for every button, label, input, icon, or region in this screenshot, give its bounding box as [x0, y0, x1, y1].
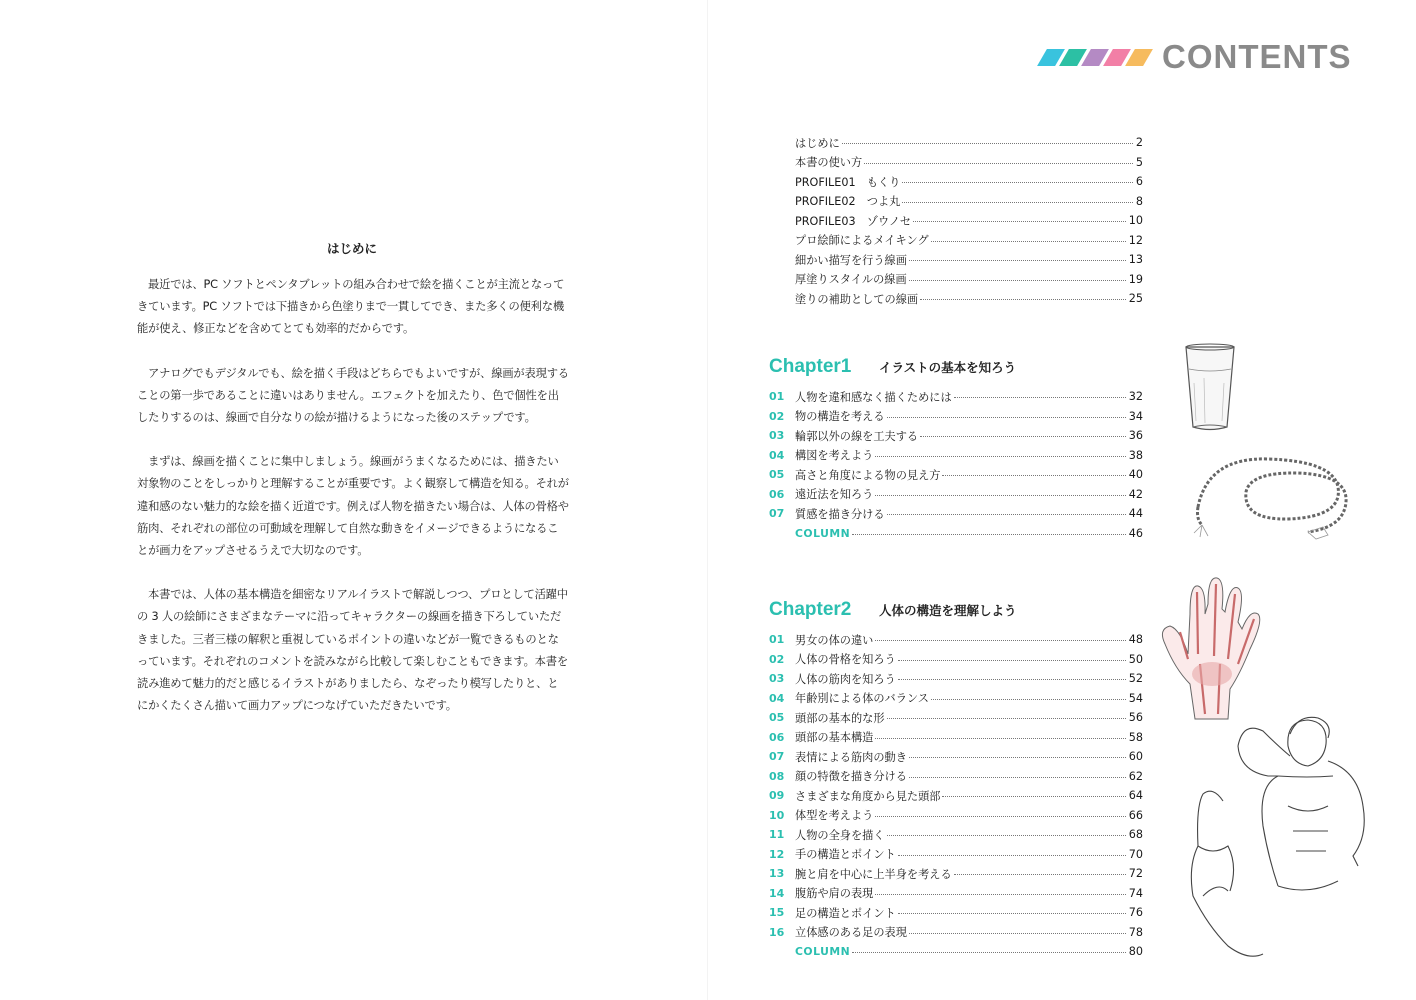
- dot-leader: [875, 456, 1125, 457]
- chapter-title: 人体の構造を理解しよう: [879, 603, 1017, 618]
- dot-leader: [942, 796, 1125, 797]
- toc-entry-number: 05: [769, 468, 785, 482]
- toc-entry: [769, 884, 1143, 904]
- toc-entry: [769, 747, 1143, 767]
- toc-entry-page: 66: [1128, 808, 1143, 822]
- toc-entry-number: 15: [769, 906, 785, 920]
- dot-leader: [909, 933, 1126, 934]
- toc-entry-page: 38: [1128, 448, 1143, 462]
- chapter-heading: [769, 599, 1017, 621]
- rope-illustration: [1188, 447, 1358, 542]
- dot-leader: [920, 299, 1126, 300]
- dot-leader: [920, 436, 1126, 437]
- dot-leader: [913, 221, 1126, 222]
- toc-entry-page: 52: [1128, 672, 1143, 686]
- toc-entry-page: 50: [1128, 652, 1143, 666]
- toc-entry: [769, 806, 1143, 826]
- toc-entry: [769, 903, 1143, 923]
- toc-entry-label: プロ絵師によるメイキング: [795, 234, 929, 248]
- toc-entry-label: 顔の特徴を描き分ける: [795, 770, 907, 784]
- toc-entry-page: 80: [1128, 945, 1143, 959]
- toc-entry: [769, 689, 1143, 709]
- toc-entry-page: 74: [1128, 886, 1143, 900]
- toc-entry-page: 76: [1128, 906, 1143, 920]
- dot-leader: [909, 777, 1126, 778]
- toc-entry-label: 本書の使い方: [795, 156, 863, 170]
- toc-entry: [769, 669, 1143, 689]
- toc-entry: [795, 270, 1143, 290]
- intro-paragraph: 最近では、PC ソフトとペンタブレットの組み合わせで絵を描くことが主流となってきています。PC ソフトでは下描きから色塗りまで一貫してでき、また多くの便利な機能が使え、修正などを含めてとても効率的だからです。: [137, 278, 565, 336]
- toc-entry: [769, 923, 1143, 943]
- toc-entry-page: 32: [1128, 390, 1143, 404]
- toc-entry-number: 02: [769, 652, 785, 666]
- toc-entry-number: 03: [769, 672, 785, 686]
- dot-leader: [898, 679, 1126, 680]
- color-stripes: [1042, 49, 1152, 66]
- toc-entry-number: 01: [769, 633, 785, 647]
- toc-entry-page: 25: [1128, 292, 1143, 306]
- toc-entry-page: 44: [1128, 507, 1143, 521]
- toc-entry-number: 12: [769, 847, 785, 861]
- toc-entry-page: 48: [1128, 633, 1143, 647]
- toc-entry-page: 42: [1128, 487, 1143, 501]
- toc-entry-page: 13: [1128, 253, 1143, 267]
- dot-leader: [909, 280, 1126, 281]
- toc-entry: [769, 767, 1143, 787]
- toc-entry-label: 立体感のある足の表現: [795, 926, 907, 940]
- toc-entry-number: 01: [769, 390, 785, 404]
- intro-paragraph: アナログでもデジタルでも、絵を描く手段はどちらでもよいですが、線画が表現することの第一歩であることに違いはありません。エフェクトを加えたり、色で個性を出したりするのは、線画で自分なりの絵が描けるようになった後のステップです。: [137, 366, 569, 425]
- dot-leader: [875, 816, 1125, 817]
- toc-entry-number: 02: [769, 409, 785, 423]
- toc-entry-number: 03: [769, 429, 785, 443]
- dot-leader: [875, 495, 1125, 496]
- toc-entry-label: PROFILE01 もくり: [795, 175, 901, 189]
- dot-leader: [852, 534, 1126, 535]
- toc-entry-label: COLUMN: [795, 526, 851, 540]
- toc-entry-label: 体型を考えよう: [795, 809, 874, 823]
- dot-leader: [898, 660, 1126, 661]
- toc-entry-page: 12: [1128, 233, 1143, 247]
- toc-entry-label: 塗りの補助としての線画: [795, 292, 919, 306]
- toc-entry-label: 質感を描き分ける: [795, 507, 885, 521]
- toc-entry: [769, 504, 1143, 524]
- toc-entry-label: さまざまな角度から見た頭部: [795, 789, 941, 803]
- dot-leader: [898, 913, 1126, 914]
- toc-entry: [795, 211, 1143, 231]
- toc-entry: [769, 864, 1143, 884]
- chapter-title: イラストの基本を知ろう: [879, 360, 1017, 375]
- toc-entry: [795, 172, 1143, 192]
- dot-leader: [887, 835, 1126, 836]
- toc-entry-label: COLUMN: [795, 945, 851, 959]
- toc-entry-number: 04: [769, 691, 785, 705]
- toc-entry-number: 04: [769, 448, 785, 462]
- toc-entry: [769, 825, 1143, 845]
- toc-entry-label: 輪郭以外の線を工夫する: [795, 429, 919, 443]
- intro-title: はじめに: [326, 241, 377, 256]
- toc-entry-page: 64: [1128, 789, 1143, 803]
- toc-entry-label: 頭部の基本的な形: [795, 711, 885, 725]
- toc-entry: [769, 630, 1143, 650]
- toc-entry-page: 68: [1128, 828, 1143, 842]
- dot-leader: [852, 952, 1126, 953]
- dot-leader: [875, 738, 1125, 739]
- toc-entry-page: 8: [1135, 194, 1143, 208]
- chapter-label: Chapter2: [769, 599, 852, 620]
- dot-leader: [887, 718, 1126, 719]
- toc-entry-number: 08: [769, 769, 785, 783]
- toc-entry: [769, 485, 1143, 505]
- toc-entry: [769, 407, 1143, 427]
- dot-leader: [898, 855, 1126, 856]
- toc-entry: [795, 133, 1143, 153]
- hand-skeleton-illustration: [1150, 574, 1280, 724]
- toc-entry: [769, 465, 1143, 485]
- contents-header: [1042, 40, 1352, 74]
- page-gutter: [707, 0, 708, 1000]
- toc-entry: [795, 250, 1143, 270]
- toc-entry-label: 男女の体の違い: [795, 633, 874, 647]
- intro-paragraph: 本書では、人体の基本構造を細密なリアルイラストで解説しつつ、プロとして活躍中の 3 人の絵師にさまざまなテーマに沿ってキャラクターの線画を描き下ろしていただきました。三者三様の解釈と重視しているポイントの違いなどが一覧できるものとなっています。それぞれのコメントを読みながら比較して楽しむこともできます。本書を読み進めて魅力的だと感じるイラストがありましたら、なぞったり模写したりと、とにかくたくさん描いて画力アップにつなげていただきたいです。: [137, 588, 568, 713]
- toc-entry: [769, 708, 1143, 728]
- toc-entry-label: 構図を考えよう: [795, 449, 874, 463]
- toc-entry-page: 5: [1135, 155, 1143, 169]
- toc-entry-page: 54: [1128, 691, 1143, 705]
- toc-entry-label: 人体の筋肉を知ろう: [795, 672, 896, 686]
- toc-entry-number: 07: [769, 507, 785, 521]
- toc-entry-page: 58: [1128, 730, 1143, 744]
- dot-leader: [902, 182, 1133, 183]
- toc-entry-number: 10: [769, 808, 785, 822]
- toc-entry-label: 人物の全身を描く: [795, 828, 885, 842]
- toc-entry-page: 60: [1128, 750, 1143, 764]
- toc-entry-label: 年齢別による体のバランス: [795, 692, 929, 706]
- dot-leader: [954, 874, 1126, 875]
- toc-entry-page: 19: [1128, 272, 1143, 286]
- toc-entry-number: 14: [769, 886, 785, 900]
- dot-leader: [887, 514, 1126, 515]
- intro-paragraph: まずは、線画を描くことに集中しましょう。線画がうまくなるためには、描きたい対象物のことをしっかりと理解することが重要です。よく観察して構造を知る。それが違和感のない魅力的な絵を描く近道です。例えば人物を描きたい場合は、人体の骨格や筋肉、それぞれの部位の可動域を理解して自然な動きをイメージできるようになることが画力をアップさせるうえで大切なのです。: [137, 455, 569, 558]
- toc-entry: [769, 387, 1143, 407]
- dot-leader: [875, 640, 1125, 641]
- toc-entry-number: 06: [769, 487, 785, 501]
- toc-entry-page: 36: [1128, 429, 1143, 443]
- dot-leader: [931, 241, 1126, 242]
- dot-leader: [902, 202, 1133, 203]
- toc-entry: [769, 446, 1143, 466]
- toc-entry: [769, 786, 1143, 806]
- contents-title: CONTENTS: [1162, 38, 1352, 75]
- toc-entry-label: 物の構造を考える: [795, 410, 885, 424]
- toc-entry-label: 腹筋や肩の表現: [795, 887, 874, 901]
- toc-entry: [795, 192, 1143, 212]
- toc-entry-label: 遠近法を知ろう: [795, 488, 874, 502]
- chapter-heading: [769, 356, 1016, 378]
- toc-entry-page: 10: [1128, 214, 1143, 228]
- toc-entry: [795, 153, 1143, 173]
- toc-entry-number: 07: [769, 750, 785, 764]
- toc-entry-label: 人物を違和感なく描くためには: [795, 390, 952, 404]
- toc-entry-number: 16: [769, 925, 785, 939]
- toc-entry: [769, 650, 1143, 670]
- toc-column-entry: [769, 942, 1143, 962]
- figure-illustration: [1168, 716, 1383, 966]
- dot-leader: [909, 260, 1126, 261]
- toc-entry-page: 62: [1128, 769, 1143, 783]
- glass-illustration: [1180, 343, 1240, 433]
- toc-entry-page: 78: [1128, 925, 1143, 939]
- toc-entry-number: 05: [769, 711, 785, 725]
- toc-entry-label: 腕と肩を中心に上半身を考える: [795, 867, 952, 881]
- dot-leader: [954, 397, 1126, 398]
- toc-entry-page: 40: [1128, 468, 1143, 482]
- intro-body: [137, 274, 569, 739]
- toc-entry-label: 足の構造とポイント: [795, 906, 896, 920]
- toc-entry-page: 70: [1128, 847, 1143, 861]
- toc-column-entry: [769, 524, 1143, 544]
- toc-entry-number: 13: [769, 867, 785, 881]
- toc-entry-label: 高さと角度による物の見え方: [795, 468, 941, 482]
- toc-entry: [795, 231, 1143, 251]
- toc-entry: [769, 426, 1143, 446]
- toc-entry-label: 人体の骨格を知ろう: [795, 653, 896, 667]
- dot-leader: [864, 163, 1133, 164]
- toc-entry-label: 表情による筋肉の動き: [795, 750, 907, 764]
- toc-entry-page: 46: [1128, 526, 1143, 540]
- toc-entry-number: 11: [769, 828, 785, 842]
- chapter-label: Chapter1: [769, 356, 852, 377]
- dot-leader: [842, 143, 1133, 144]
- dot-leader: [909, 757, 1126, 758]
- dot-leader: [942, 475, 1125, 476]
- toc-entry-label: はじめに: [795, 136, 840, 150]
- toc-entry-page: 34: [1128, 409, 1143, 423]
- toc-entry-label: 頭部の基本構造: [795, 731, 874, 745]
- toc-entry-label: 手の構造とポイント: [795, 848, 896, 862]
- toc-entry-page: 72: [1128, 867, 1143, 881]
- toc-entry: [769, 728, 1143, 748]
- toc-entry-label: PROFILE02 つよ丸: [795, 195, 901, 209]
- dot-leader: [931, 699, 1126, 700]
- toc-entry-page: 6: [1135, 175, 1143, 189]
- toc-entry-label: 厚塗りスタイルの線画: [795, 273, 907, 287]
- toc-entry: [795, 289, 1143, 309]
- dot-leader: [887, 417, 1126, 418]
- toc-entry-number: 06: [769, 730, 785, 744]
- toc-entry-page: 56: [1128, 711, 1143, 725]
- toc-entry-label: PROFILE03 ゾウノセ: [795, 214, 912, 228]
- toc-entry: [769, 845, 1143, 865]
- toc-entry-label: 細かい描写を行う線画: [795, 253, 907, 267]
- toc-entry-number: 09: [769, 789, 785, 803]
- dot-leader: [875, 894, 1125, 895]
- toc-entry-page: 2: [1135, 136, 1143, 150]
